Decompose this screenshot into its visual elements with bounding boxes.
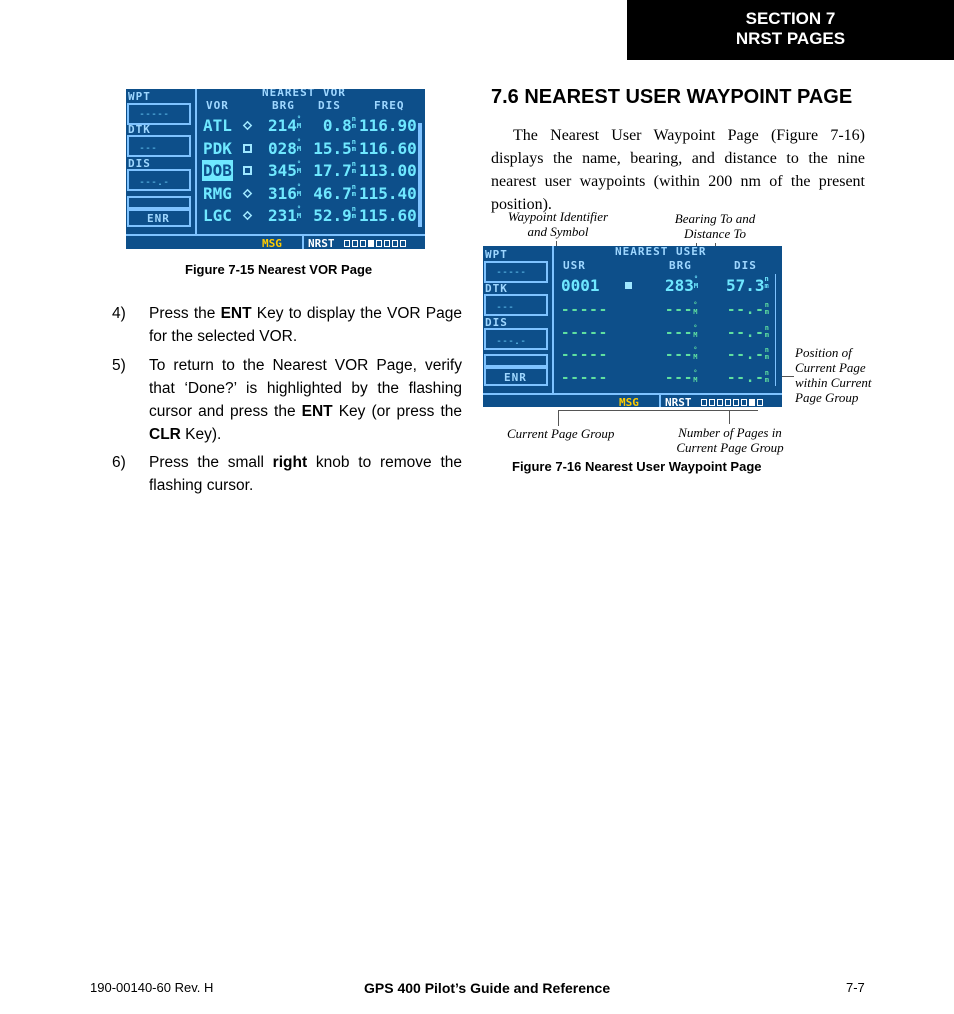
- wpt-field: -----: [127, 103, 191, 125]
- blank-field: [484, 354, 548, 367]
- blank-value: -----: [561, 347, 609, 363]
- separator: [195, 89, 197, 234]
- figure-16-caption: Figure 7-16 Nearest User Waypoint Page: [512, 459, 762, 474]
- dtk-field: ---: [127, 135, 191, 157]
- blank-distance: --.-n m: [727, 346, 770, 363]
- blank-identifier: [561, 370, 608, 386]
- vor-bearing: 345° M: [268, 160, 302, 180]
- wpt-label: WPT: [485, 248, 508, 261]
- nearest-vor-screen: [126, 89, 425, 249]
- blank-bearing: ---° M: [665, 368, 699, 386]
- scrollbar[interactable]: [775, 274, 780, 386]
- wpt-label: WPT: [128, 90, 151, 103]
- vor-distance: 52.9n m: [313, 205, 356, 225]
- page-indicator-square: [709, 399, 715, 406]
- page-indicator-square: [733, 399, 739, 406]
- section-heading: 7.6 NEAREST USER WAYPOINT PAGE: [491, 86, 853, 108]
- page-indicator-square: [352, 240, 358, 247]
- page-indicator-square: [701, 399, 707, 406]
- nrst-group: NRST: [308, 237, 335, 249]
- dtk-label: DTK: [128, 123, 151, 136]
- blank-identifier: [561, 302, 608, 318]
- page-indicator-square: [741, 399, 747, 406]
- blank-value: -----: [561, 324, 609, 341]
- status-divider: [302, 236, 304, 249]
- col-vor: VOR: [206, 99, 229, 112]
- col-brg: BRG: [669, 259, 692, 272]
- section-paragraph: The Nearest User Waypoint Page (Figure 7-16) displays the name, bearing, and distance to the nine nearest user waypoints (within 200 nm of the present position).: [491, 127, 865, 213]
- callout-number: Number of Pages in Current Page Group: [676, 425, 784, 455]
- page-indicator-square: [344, 240, 350, 247]
- waypoint-distance: 57.3n m: [726, 275, 769, 295]
- bearing-value: 316: [268, 183, 297, 203]
- callout-identifier: Waypoint Identifier and Symbol: [507, 209, 609, 239]
- page-indicator-square: [392, 240, 398, 247]
- scrollbar[interactable]: [418, 123, 422, 227]
- distance-value: 52.9: [313, 206, 352, 225]
- blank-value: --.-: [727, 347, 765, 363]
- ent-key: ENT: [220, 305, 252, 322]
- vor-frequency: 115.40: [359, 183, 417, 203]
- enr-field: [484, 367, 548, 386]
- vor-symbol-icon: [243, 188, 253, 198]
- page-indicator-square: [400, 240, 406, 247]
- vor-frequency: 115.60: [359, 206, 417, 225]
- vor-distance: 17.7n m: [313, 160, 356, 180]
- page-indicator-square: [384, 240, 390, 247]
- vor-distance: 15.5n m: [313, 137, 356, 158]
- bearing-value: 214: [268, 116, 297, 135]
- bearing-value: 283: [665, 276, 694, 295]
- wpt-field: -----: [484, 261, 548, 283]
- dtk-label: DTK: [485, 282, 508, 295]
- leader-line: [729, 410, 730, 424]
- page-indicator-square: [360, 240, 366, 247]
- blank-value: ---: [665, 347, 694, 363]
- col-brg: BRG: [272, 99, 295, 112]
- blank-bearing: ---° M: [665, 323, 699, 341]
- step-number: 4): [112, 305, 126, 322]
- ent-key: ENT: [301, 403, 333, 420]
- leader-line: [558, 410, 700, 411]
- callout-position: Position of Current Page within Current Page Group: [795, 345, 872, 405]
- figure-15-caption: Figure 7-15 Nearest VOR Page: [185, 262, 373, 277]
- page-indicator-square: [368, 240, 374, 247]
- vor-bearing: 316° M: [268, 182, 302, 203]
- blank-distance: --.-n m: [727, 301, 770, 318]
- footer-title: GPS 400 Pilot’s Guide and Reference: [364, 980, 611, 996]
- msg-annunciator: MSG: [262, 237, 282, 249]
- blank-value: --.-: [727, 302, 765, 318]
- col-freq: FREQ: [374, 99, 405, 112]
- blank-distance: --.-n m: [727, 323, 770, 341]
- dis-label: DIS: [128, 157, 151, 170]
- enr-label: ENR: [504, 371, 527, 384]
- blank-value: --.-: [727, 369, 765, 386]
- col-dis: DIS: [318, 99, 341, 112]
- blank-value: --.-: [727, 324, 765, 341]
- enr-field: [127, 209, 191, 227]
- separator: [552, 246, 554, 394]
- vor-frequency: 116.90: [359, 116, 417, 135]
- vor-distance: 46.7n m: [313, 182, 356, 203]
- page-indicator-square: [376, 240, 382, 247]
- page-indicator-square: [749, 399, 755, 406]
- distance-value: 17.7: [313, 161, 352, 180]
- waypoint-bearing: 283° M: [665, 275, 699, 295]
- section-title: NRST PAGES: [735, 29, 846, 48]
- vor-identifier: PDK: [203, 138, 232, 158]
- dtk-field: ---: [484, 294, 548, 316]
- page-indicator-square: [717, 399, 723, 406]
- clr-key: CLR: [149, 426, 181, 443]
- page-title: NEAREST USER: [615, 246, 707, 258]
- page-title: NEAREST VOR: [262, 89, 346, 99]
- blank-value: -----: [561, 302, 609, 318]
- blank-field: [127, 196, 191, 209]
- blank-distance: --.-n m: [727, 368, 770, 386]
- blank-bearing: ---° M: [665, 346, 699, 363]
- distance-value: 46.7: [313, 183, 352, 203]
- vor-symbol-icon: [243, 144, 252, 153]
- blank-bearing: ---° M: [665, 301, 699, 318]
- user-waypoint-icon: [625, 282, 632, 289]
- bottom-rule: [126, 234, 425, 236]
- step-text: To return to the Nearest VOR Page, verify that ‘Done?’ is highlighted by the flashing cursor and press the ENT Key (or press the CLR Key).: [149, 357, 462, 443]
- leader-line: [558, 410, 559, 426]
- vor-distance: 0.8n m: [322, 115, 356, 135]
- vor-symbol-icon: [243, 211, 253, 221]
- status-divider: [659, 395, 661, 407]
- step-number: 6): [112, 454, 126, 471]
- vor-symbol-icon: [243, 121, 253, 131]
- dis-field: ---.-: [484, 328, 548, 350]
- step-text: Press the ENT Key to display the VOR Page for the selected VOR.: [149, 305, 463, 345]
- bottom-rule: [483, 393, 782, 395]
- blank-identifier: [561, 325, 608, 341]
- msg-annunciator: MSG: [619, 396, 639, 407]
- nearest-user-screen: [483, 246, 782, 407]
- page-indicator-square: [757, 399, 763, 406]
- vor-identifier: RMG: [203, 183, 232, 203]
- vor-bearing: 231° M: [268, 205, 302, 225]
- vor-bearing: 214° M: [268, 115, 302, 135]
- bearing-value: 345: [268, 161, 297, 180]
- right-knob: right: [272, 454, 308, 471]
- col-dis: DIS: [734, 259, 757, 272]
- enr-label: ENR: [147, 212, 170, 225]
- distance-value: 57.3: [726, 276, 765, 295]
- blank-value: ---: [665, 324, 694, 341]
- vor-frequency: 113.00: [359, 161, 417, 180]
- distance-value: 0.8: [322, 116, 352, 135]
- waypoint-id: 0001: [561, 276, 600, 295]
- page-indicator-square: [725, 399, 731, 406]
- section-tab: [627, 0, 954, 60]
- callout-bearing: Bearing To and Distance To: [674, 211, 756, 241]
- footer-doc-number: 190-00140-60 Rev. H: [90, 980, 214, 995]
- vor-symbol-icon: [243, 166, 252, 175]
- callout-group: Current Page Group: [507, 426, 615, 441]
- vor-identifier: ATL: [203, 116, 232, 135]
- blank-value: -----: [561, 369, 609, 386]
- vor-identifier: DOB: [203, 161, 232, 180]
- nrst-group: NRST: [665, 396, 692, 407]
- step-number: 5): [112, 357, 126, 374]
- footer-page-number: 7-7: [846, 980, 865, 995]
- col-usr: USR: [563, 259, 586, 272]
- step-text: Press the small right knob to remove the flashing cursor.: [149, 454, 462, 494]
- section-number: SECTION 7: [745, 9, 836, 28]
- blank-value: ---: [665, 369, 694, 386]
- distance-value: 15.5: [313, 138, 352, 158]
- dis-field: ---.-: [127, 169, 191, 191]
- bearing-value: 231: [268, 206, 297, 225]
- vor-bearing: 028° M: [268, 137, 302, 158]
- vor-frequency: 116.60: [359, 138, 417, 158]
- blank-value: ---: [665, 302, 694, 318]
- vor-identifier: LGC: [203, 206, 232, 225]
- dis-label: DIS: [485, 316, 508, 329]
- bearing-value: 028: [268, 138, 297, 158]
- blank-identifier: [561, 347, 608, 363]
